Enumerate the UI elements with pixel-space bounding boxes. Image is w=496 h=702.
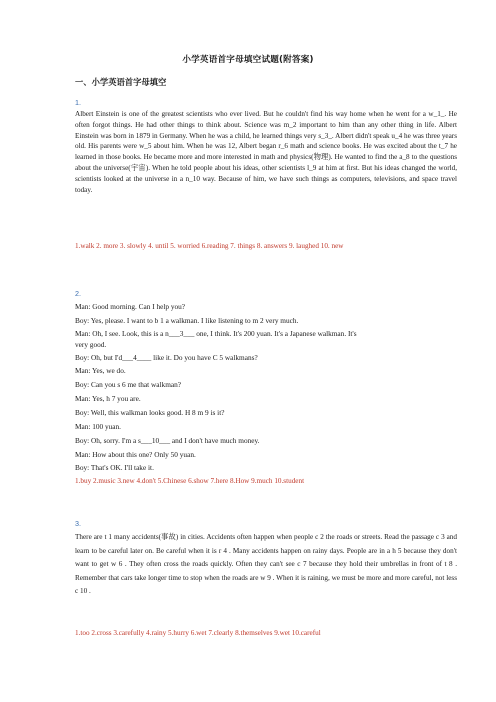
question-number-3: 3. [75,519,81,528]
dialogue-line: Boy: Oh, but I'd___4____ like it. Do you have C 5 walkmans? [75,353,258,362]
dialogue-line: Man: Yes, h 7 you are. [75,394,141,403]
dialogue-line: Boy: Can you s 6 me that walkman? [75,380,181,389]
dialogue-line: Man: Yes, we do. [75,366,126,375]
dialogue-line: Boy: Well, this walkman looks good. H 8 m 9 is it? [75,408,225,417]
dialogue-line: Man: Good morning. Can I help you? [75,302,186,311]
question-number-1: 1. [75,98,81,107]
section-heading: 一、小学英语首字母填空 [75,77,167,87]
dialogue-line: Boy: That's OK. I'll take it. [75,463,154,472]
dialogue-line: Man: Oh, I see. Look, this is a n___3___ one, I think. It's 200 yuan. It's a Japanese walkman. It's [75,329,357,338]
dialogue-line: Boy: Yes, please. I want to b 1 a walkman. I like listening to m 2 very much. [75,316,299,325]
question-3-passage: There are t 1 many accidents(事故) in cities. Accidents often happen when people c 2 the roads or streets. Read the passage c 3 and learn to be careful later on. Be careful when it is r 4 . Many accidents happen on rainy days. People are in a h 5 because they don't want to get w 6 . They often cross the roads quickly. Often they can't see c 7 because they hold their umbrellas in front of t 8 . Remember that cars take longer time to stop when the roads are w 9 . When it is raining, we must be more and more careful, not less c 10 . [75,533,457,596]
question-3-answer: 1.too 2.cross 3.carefully 4.rainy 5.hurry 6.wet 7.clearly 8.themselves 9.wet 10.careful [75,629,321,637]
document-title: 小学英语首字母填空试题(附答案) [182,55,314,65]
dialogue-line: Boy: Oh, sorry. I'm a s___10___ and I don't have much money. [75,436,260,445]
dialogue-line: very good. [75,340,107,349]
question-number-2: 2. [75,289,81,298]
question-1-answer: 1.walk 2. more 3. slowly 4. until 5. worried 6.reading 7. things 8. answers 9. laughed 10. new [75,242,344,250]
question-2-answer: 1.buy 2.music 3.new 4.don't 5.Chinese 6.show 7.here 8.How 9.much 10.student [75,477,305,485]
question-1-passage: Albert Einstein is one of the greatest scientists who ever lived. But he couldn't find his way home when he went for a w_1_. He often forgot things. He had other things to think about. Science was m_2 important to him than any other thing in life. Albert Einstein was born in 1879 in Germany. When he was a child, he learned things very s_3_. Albert didn't speak u_4 he was three years old. His parents were w_5 about him. When he was 12, Albert began r_6 math and science books. He was excited about the t_7 he learned in those books. He became more and more interested in math and physics(物理). He wanted to find the a_8 to the questions about the universe(宇宙). When he told people about his ideas, other scientists l_9 at him at first. But his ideas changed the world, scientists looked at the universe in a n_10 way. Because of him, we have such things as computers, televisions, and space travel today. [75,110,457,194]
dialogue-line: Man: How about this one? Only 50 yuan. [75,450,196,459]
dialogue-line: Man: 100 yuan. [75,422,122,431]
